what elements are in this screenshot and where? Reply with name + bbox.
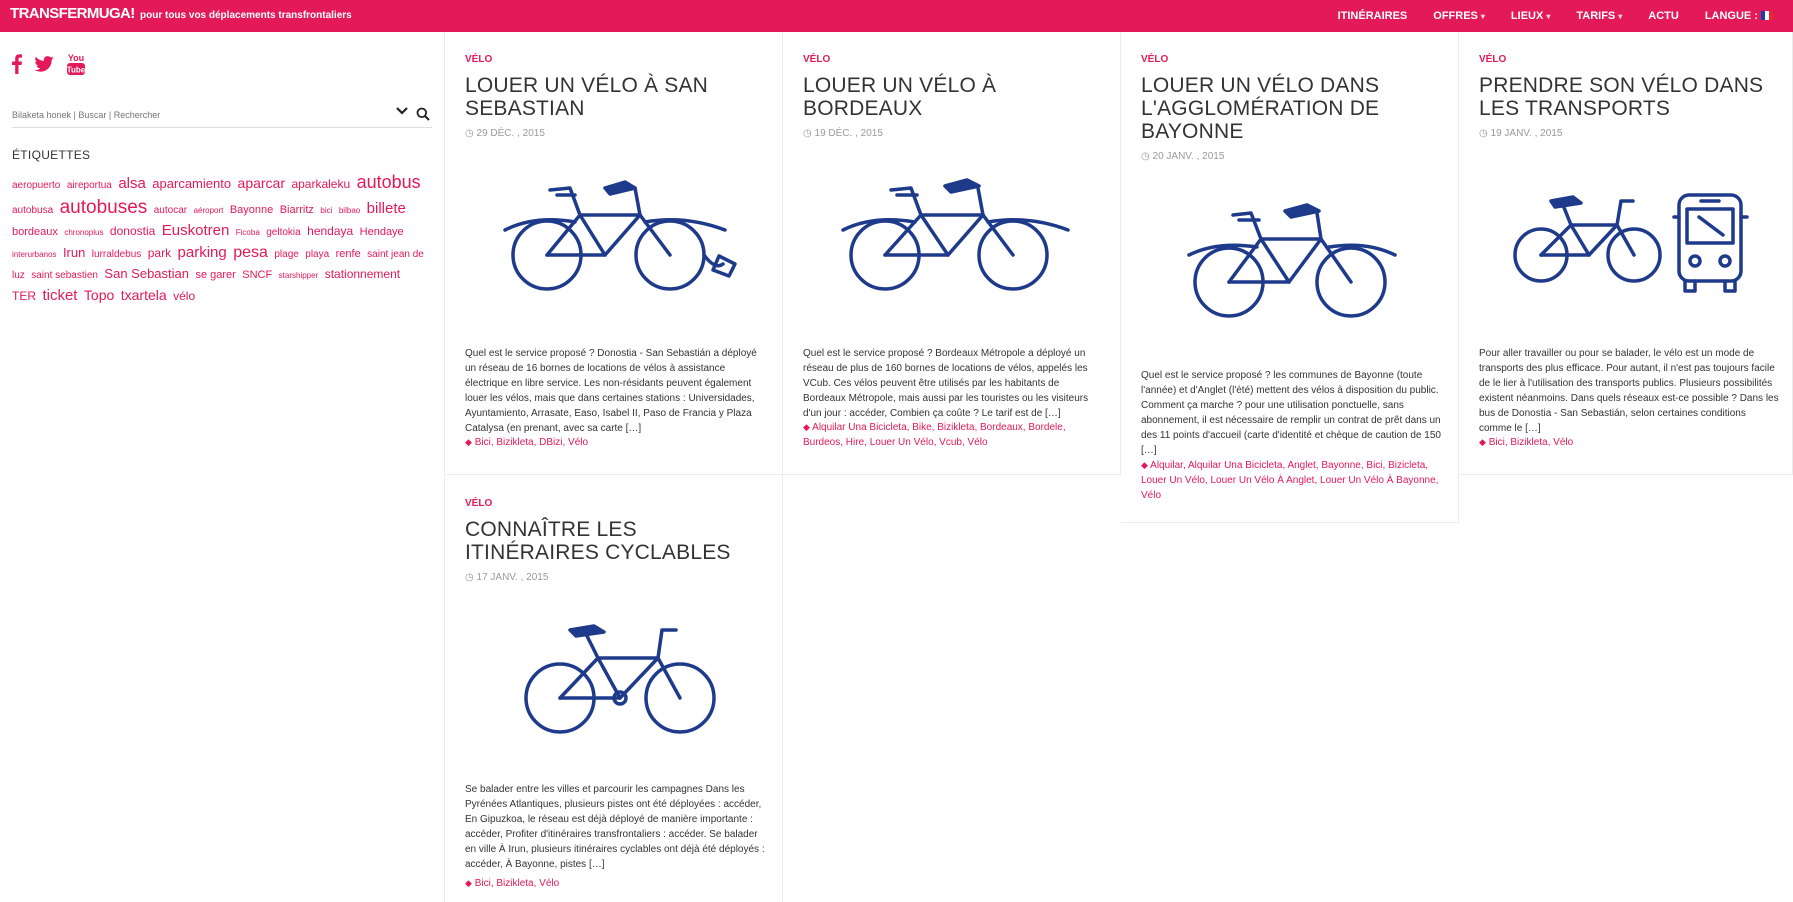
nav-tarifs[interactable]: [1576, 10, 1622, 22]
tag-link[interactable]: park: [147, 245, 172, 260]
tag-link[interactable]: aéroport: [193, 205, 224, 215]
post-card: [1121, 32, 1459, 523]
tag-link[interactable]: bici: [320, 205, 333, 215]
tag-link[interactable]: SNCF: [242, 269, 273, 282]
clock-icon: ◷: [465, 572, 474, 583]
tag-link[interactable]: Ficoba: [235, 228, 260, 238]
tag-link[interactable]: Euskotren: [161, 222, 230, 240]
nav-actu[interactable]: [1648, 10, 1679, 22]
search-bar: [12, 104, 432, 128]
tag-icon: ◆: [1141, 460, 1148, 470]
tag-link[interactable]: autobus: [356, 172, 421, 192]
main-nav: [1338, 0, 1773, 32]
post-card: [1459, 32, 1793, 475]
post-date-text: 19 JANV. , 2015: [1490, 128, 1563, 139]
tag-link[interactable]: alsa: [118, 175, 146, 192]
facebook-icon[interactable]: [12, 54, 22, 74]
tag-link[interactable]: starshipper: [278, 271, 319, 281]
post-tags-text[interactable]: Bici, Bizikleta, Vélo: [1488, 437, 1574, 448]
tag-link[interactable]: saint sebastien: [31, 270, 98, 282]
post-image-tandem-with-plug[interactable]: [495, 160, 745, 310]
post-date: [803, 128, 883, 139]
post-title[interactable]: LOUER UN VÉLO À SAN SEBASTIAN: [465, 74, 709, 120]
tag-link[interactable]: autobuses: [59, 196, 148, 218]
post-tags-text[interactable]: Alquilar Una Bicicleta, Bike, Bizikleta, Bordeaux, Bordele, Burdeos, Hire, Louer Un Vélo, Vcub, Vélo: [803, 422, 1066, 448]
tag-link[interactable]: pesa: [233, 243, 268, 261]
tag-link[interactable]: lurraldebus: [91, 248, 142, 260]
chevron-down-icon[interactable]: [396, 106, 408, 116]
tag-link[interactable]: Irun: [62, 244, 86, 260]
tag-link[interactable]: donostia: [109, 224, 156, 239]
post-date-text: 20 JANV. , 2015: [1152, 151, 1225, 162]
post-tags: [803, 420, 1103, 450]
post-category[interactable]: VÉLO: [465, 498, 493, 509]
caret-down-icon: ▾: [1546, 12, 1551, 21]
caret-down-icon: ▾: [1480, 12, 1485, 21]
tag-link[interactable]: aeropuerto: [12, 180, 61, 191]
post-date: [465, 572, 548, 583]
tag-link[interactable]: geltokia: [266, 227, 301, 239]
top-navbar: [0, 0, 1793, 32]
post-date: [1141, 151, 1224, 162]
post-excerpt: Quel est le service proposé ? les communes de Bayonne (toute l'année) et d'Anglet (l'été) mettent des vélos à disposition du public. Comment ça marche ? pour une utilisation ponctuelle, sans abonnement, il est nécessaire de remplir un contrat de prêt dans un des 11 points d'accueil (carte d'identité et chèque de caution de 150 […]: [1141, 370, 1441, 456]
tag-link[interactable]: aparcamiento: [152, 176, 232, 191]
post-title[interactable]: CONNAÎTRE LES ITINÉRAIRES CYCLABLES: [465, 518, 731, 564]
tag-link[interactable]: TER: [12, 289, 36, 304]
post-image-bike-and-bus[interactable]: [1509, 187, 1759, 297]
tag-icon: ◆: [465, 878, 472, 888]
tag-link[interactable]: Bayonne: [229, 203, 274, 216]
post-tags: [1479, 435, 1779, 450]
tag-link[interactable]: autocar: [153, 204, 188, 216]
tag-link[interactable]: bordeaux: [12, 226, 58, 239]
youtube-icon[interactable]: [66, 52, 86, 76]
post-title[interactable]: LOUER UN VÉLO À BORDEAUX: [803, 74, 997, 120]
french-flag-icon: [1761, 11, 1773, 20]
post-image-bike[interactable]: [520, 616, 720, 746]
clock-icon: ◷: [803, 128, 812, 139]
tag-link[interactable]: aireportua: [66, 180, 112, 191]
youtube-text-tube: Tube: [66, 65, 86, 75]
tag-link[interactable]: San Sebastian: [104, 266, 189, 282]
post-tags: [1141, 458, 1441, 503]
tag-link[interactable]: hendaya: [307, 224, 354, 239]
post-category[interactable]: VÉLO: [465, 54, 493, 65]
search-icon[interactable]: [416, 107, 430, 121]
site-tagline: pour tous vos déplacements transfrontaliers: [140, 10, 352, 21]
post-card: [445, 476, 783, 902]
post-excerpt: Pour aller travailler ou pour se balader, le vélo est un mode de transports des plus efficace. Pour autant, il n'est pas toujours facile de le lier à l'utilisation des transports publics. Plusieurs possibilités existent néanmoins. Dans quels réseaux est-ce possible ? Dans les bus de Donostia - San Sebastián, selon certaines conditions comme le […]: [1479, 348, 1779, 434]
tag-link[interactable]: chronoplus: [64, 228, 104, 238]
tag-link[interactable]: autobusa: [12, 204, 54, 216]
post-excerpt: Se balader entre les villes et parcourir les campagnes Dans les Pyrénées Atlantiques, plusieurs pistes ont été déployées : accéder, En Gipuzkoa, le réseau est déjà déployé de manière importante : accéder, Profiter d'itinéraires transfrontaliers : accéder. Se balader en ville À Irun, plusieurs itinéraires cyclables ont déjà été déployés : accéder, À Bayonne, pistes […]: [465, 784, 765, 870]
tag-link[interactable]: vélo: [173, 289, 196, 304]
site-logo[interactable]: TRANSFERMUGA!: [10, 5, 135, 22]
nav-label: OFFRES: [1433, 10, 1478, 22]
post-excerpt: Quel est le service proposé ? Donostia - San Sebastián a déployé un réseau de 16 bornes de locations de vélos à assistance électrique en libre service. Les non-résidants peuvent également louer les vélos, mais que dans certaines stations : Universidades, Ayuntamiento, Arrasate, Easo, Isabel II, Paso de Francia y Plaza Catalysa (en prenant, avec sa carte […]: [465, 348, 757, 434]
post-date: [1479, 128, 1562, 139]
tag-icon: ◆: [803, 422, 810, 432]
twitter-icon[interactable]: [34, 56, 54, 72]
tag-icon: ◆: [465, 437, 472, 447]
nav-itineraires[interactable]: [1338, 10, 1408, 22]
post-card: [445, 32, 783, 475]
tag-link[interactable]: renfe: [335, 247, 361, 260]
nav-label: ITINÉRAIRES: [1337, 10, 1408, 22]
post-category[interactable]: VÉLO: [1479, 54, 1507, 65]
post-card: [783, 32, 1121, 475]
tag-link[interactable]: txartela: [120, 287, 167, 304]
tag-link[interactable]: Hendaye: [359, 226, 404, 239]
tag-link[interactable]: bilbao: [338, 205, 361, 215]
tag-link[interactable]: saint jean de luz: [12, 248, 424, 282]
post-excerpt: Quel est le service proposé ? Bordeaux Métropole a déployé un réseau de plus de 160 bornes de locations de vélos, appelés les VCub. Ces vélos peuvent être utilisés par les habitants de Bordeaux Métropole, mais aussi par les touristes ou les visiteurs d'un jour : accéder, Combien ça coûte ? Le tarif est de […]: [803, 348, 1089, 419]
tags-heading: ÉTIQUETTES: [12, 148, 91, 162]
sidebar: [0, 32, 444, 902]
search-input[interactable]: [12, 104, 392, 126]
post-tags-text[interactable]: Bici, Bizikleta, DBizi, Vélo: [474, 437, 589, 448]
nav-lieux[interactable]: [1511, 10, 1550, 22]
tag-link[interactable]: billete: [366, 199, 406, 217]
tag-link[interactable]: Biarritz: [279, 203, 314, 216]
post-date-text: 19 DÉC. , 2015: [814, 128, 883, 139]
post-tags: [465, 876, 765, 891]
tag-icon: ◆: [1479, 437, 1486, 447]
tag-link[interactable]: stationnement: [324, 267, 401, 282]
post-tags-text[interactable]: Bici, Bizikleta, Vélo: [474, 878, 560, 889]
post-date-text: 29 DÉC. , 2015: [476, 128, 545, 139]
nav-label: LANGUE :: [1704, 10, 1758, 22]
post-title[interactable]: LOUER UN VÉLO DANS L'AGGLOMÉRATION DE BAYONNE: [1141, 74, 1380, 143]
post-category[interactable]: VÉLO: [803, 54, 831, 65]
tag-link[interactable]: se garer: [195, 269, 236, 282]
nav-label: TARIFS: [1576, 10, 1616, 22]
tag-link[interactable]: parking: [177, 243, 227, 261]
post-date-text: 17 JANV. , 2015: [476, 572, 549, 583]
clock-icon: ◷: [1479, 128, 1488, 139]
nav-label: LIEUX: [1510, 10, 1544, 22]
post-tags: [465, 435, 765, 450]
tag-link[interactable]: ticket: [42, 287, 78, 305]
tag-link[interactable]: plage: [274, 248, 299, 260]
post-category[interactable]: VÉLO: [1141, 54, 1169, 65]
post-date: [465, 128, 545, 139]
post-tags-text[interactable]: Alquilar, Alquilar Una Bicicleta, Anglet, Bayonne, Bici, Bizicleta, Louer Un Vélo, Louer Un Vélo À Anglet, Louer Un Vélo À Bayonne, Vélo: [1141, 460, 1439, 501]
caret-down-icon: ▾: [1618, 12, 1623, 21]
post-title[interactable]: PRENDRE SON VÉLO DANS LES TRANSPORTS: [1479, 74, 1764, 120]
tag-cloud: [12, 170, 432, 307]
post-image-tandem[interactable]: [1181, 187, 1401, 337]
tag-link[interactable]: Topo: [83, 287, 115, 304]
post-image-tandem[interactable]: [833, 160, 1083, 310]
tag-link[interactable]: interurbanos: [12, 249, 57, 259]
nav-label: ACTU: [1648, 10, 1679, 22]
youtube-text-you: You: [67, 53, 85, 63]
tag-link[interactable]: aparkaleku: [291, 177, 351, 191]
tag-link[interactable]: aparcar: [237, 175, 285, 191]
clock-icon: ◷: [1141, 151, 1150, 162]
nav-langue[interactable]: [1705, 10, 1773, 22]
clock-icon: ◷: [465, 128, 474, 139]
nav-offres[interactable]: [1433, 10, 1485, 22]
social-links: [12, 52, 86, 76]
tag-link[interactable]: playa: [305, 248, 330, 260]
